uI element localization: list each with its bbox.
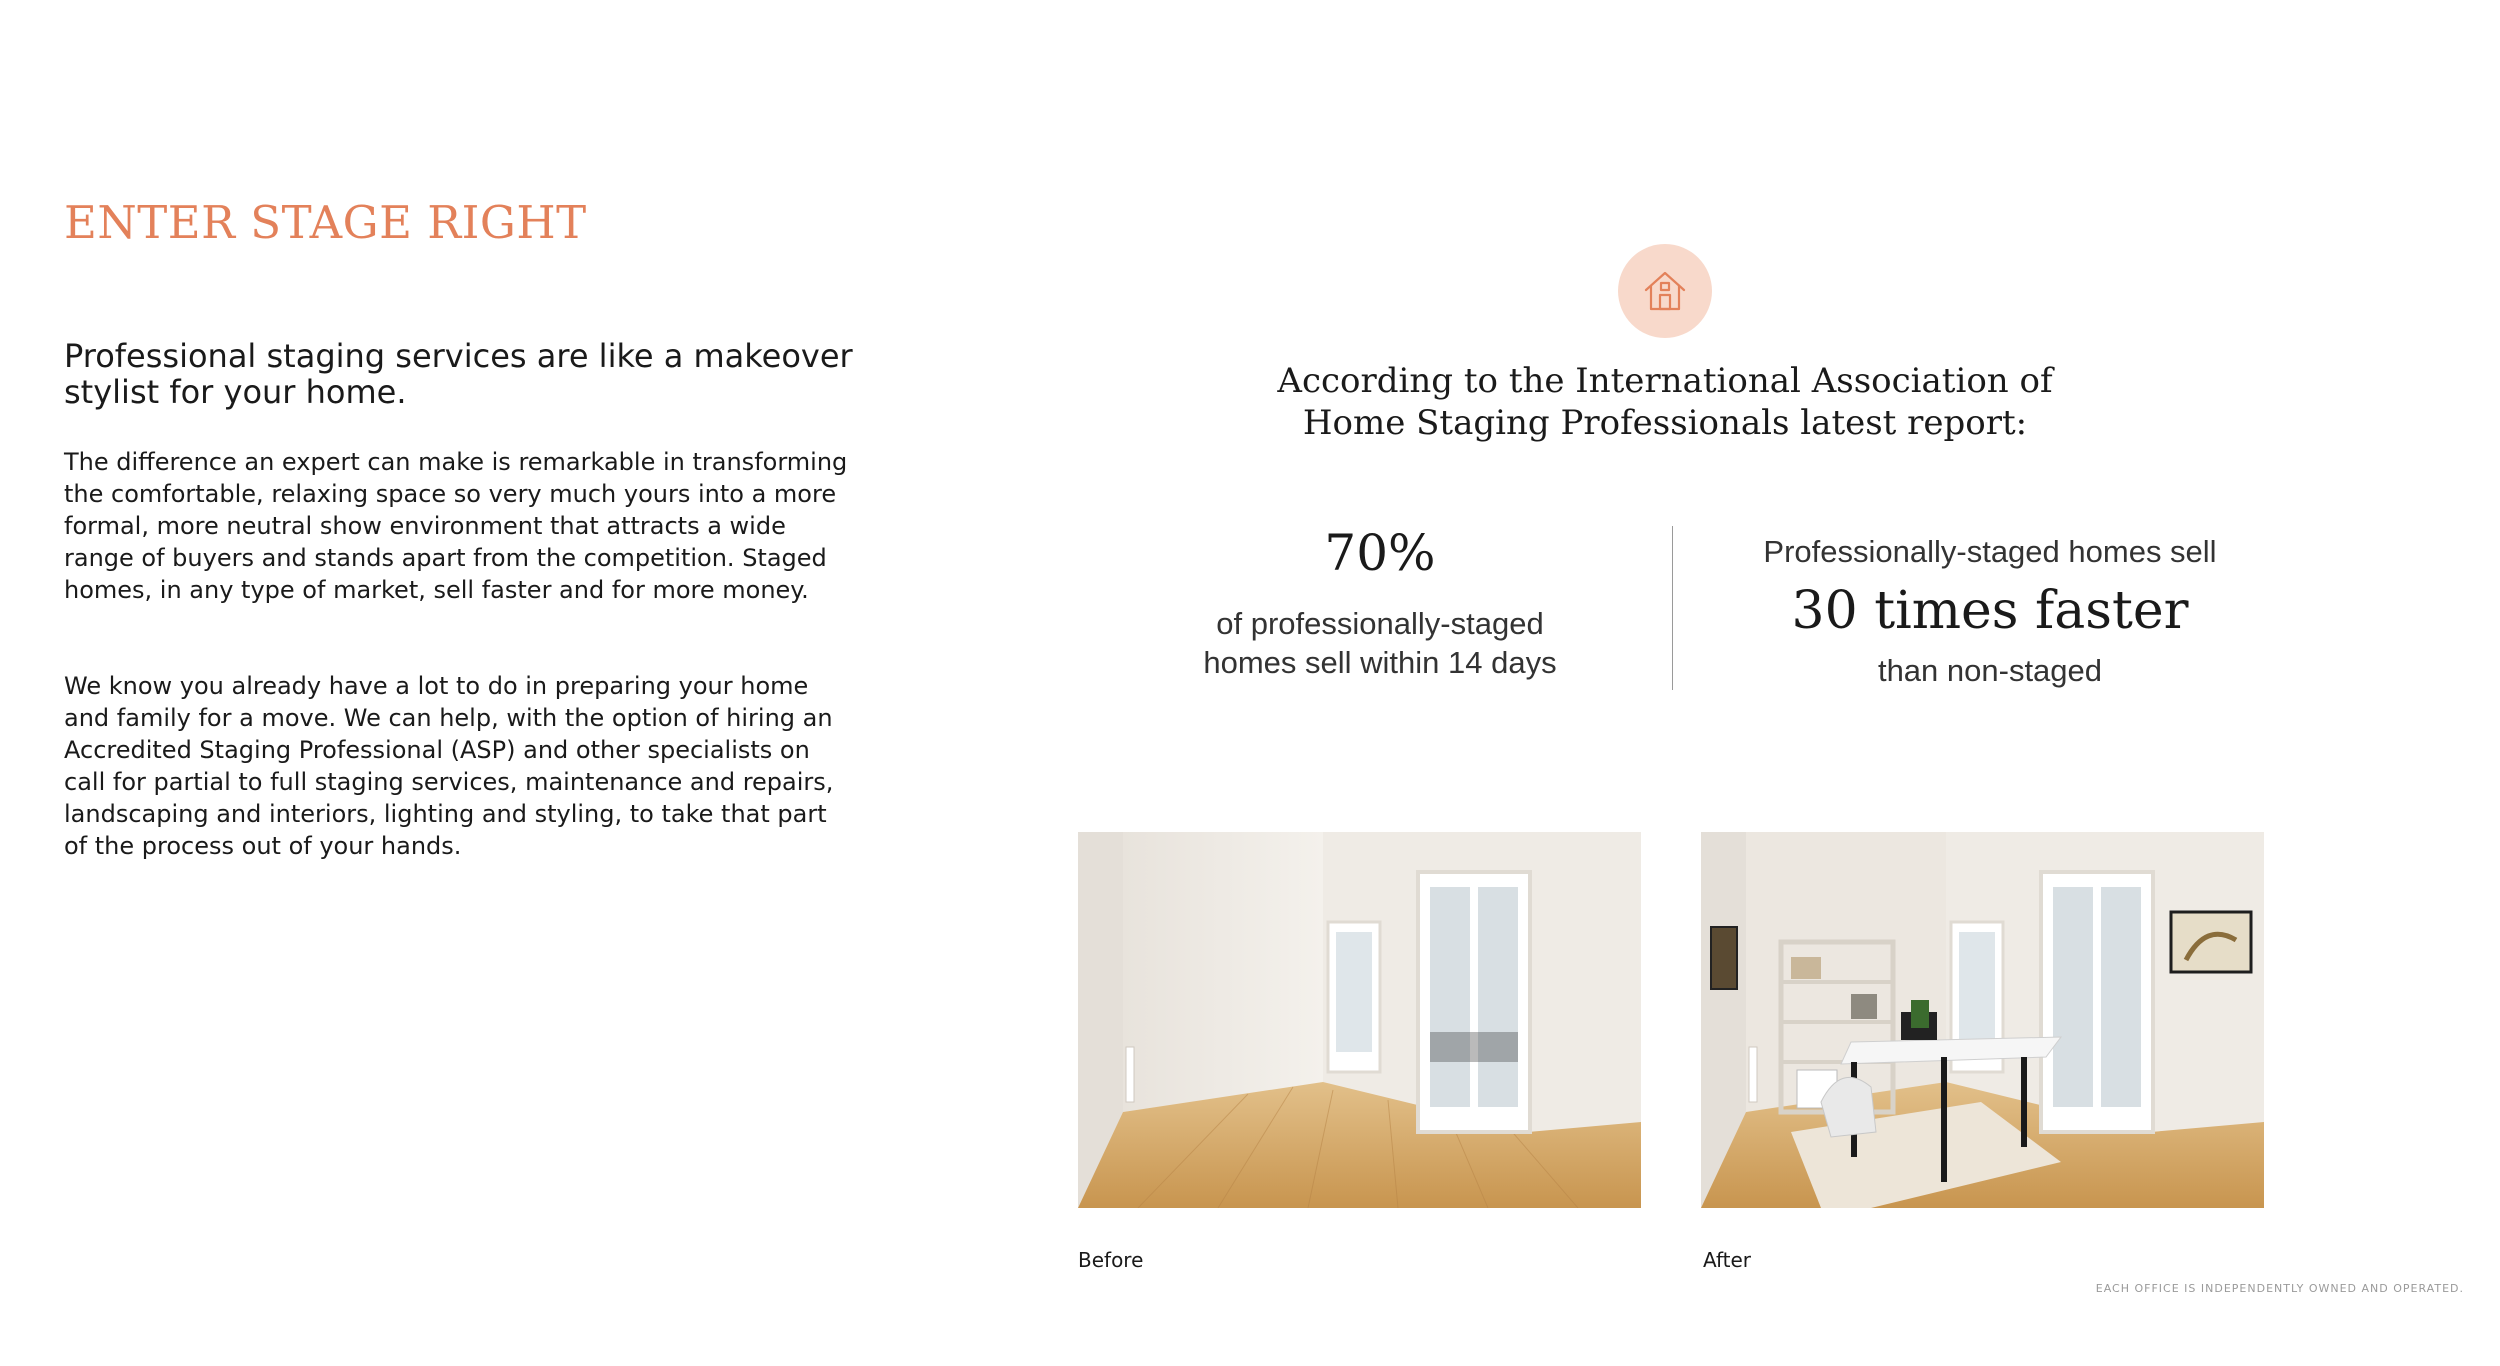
intro-paragraph-1: The difference an expert can make is remarkable in transforming the comfortable, relaxing space so very much yours into a more formal, more neutral show environment that attracts a wide range of buyers and stands apart from the competition. Staged homes, in any type of market, sell faster and for more money.: [64, 448, 848, 604]
report-line-1: According to the International Association of: [1277, 361, 2053, 401]
stat-percent-line-2: homes sell within 14 days: [1203, 645, 1557, 680]
page-title: ENTER STAGE RIGHT: [64, 196, 587, 249]
house-icon: [1640, 266, 1690, 316]
house-icon-badge: [1618, 244, 1712, 338]
stat-faster-intro: Professionally-staged homes sell: [1763, 534, 2217, 569]
before-photo: [1078, 832, 1641, 1208]
before-caption: Before: [1078, 1248, 1144, 1272]
stat-percent-line-1: of professionally-staged: [1216, 606, 1544, 641]
stat-fourteen-days: [1140, 520, 1620, 682]
footer-disclaimer: EACH OFFICE IS INDEPENDENTLY OWNED AND OPERATED.: [2095, 1282, 2464, 1295]
stat-faster-value: 30 times faster: [1791, 581, 2189, 641]
after-photo: [1701, 832, 2264, 1208]
stat-times-faster: [1720, 532, 2260, 690]
after-caption: After: [1703, 1248, 1752, 1272]
stats-divider: [1672, 526, 1673, 690]
stat-faster-outro: than non-staged: [1877, 653, 2103, 688]
report-heading: [1190, 360, 2140, 444]
intro-paragraph-2: We know you already have a lot to do in preparing your home and family for a move. We can help, with the option of hiring an Accredited Staging Professional (ASP) and other specialists on call for partial to full staging services, maintenance and repairs, landscaping and interiors, lighting and styling, to take that part of the process out of your hands.: [64, 672, 834, 860]
report-line-2: Home Staging Professionals latest report:: [1302, 403, 2028, 443]
stat-percent-value: 70%: [1324, 524, 1436, 582]
intro-lede: Professional staging services are like a makeover stylist for your home.: [64, 337, 853, 411]
